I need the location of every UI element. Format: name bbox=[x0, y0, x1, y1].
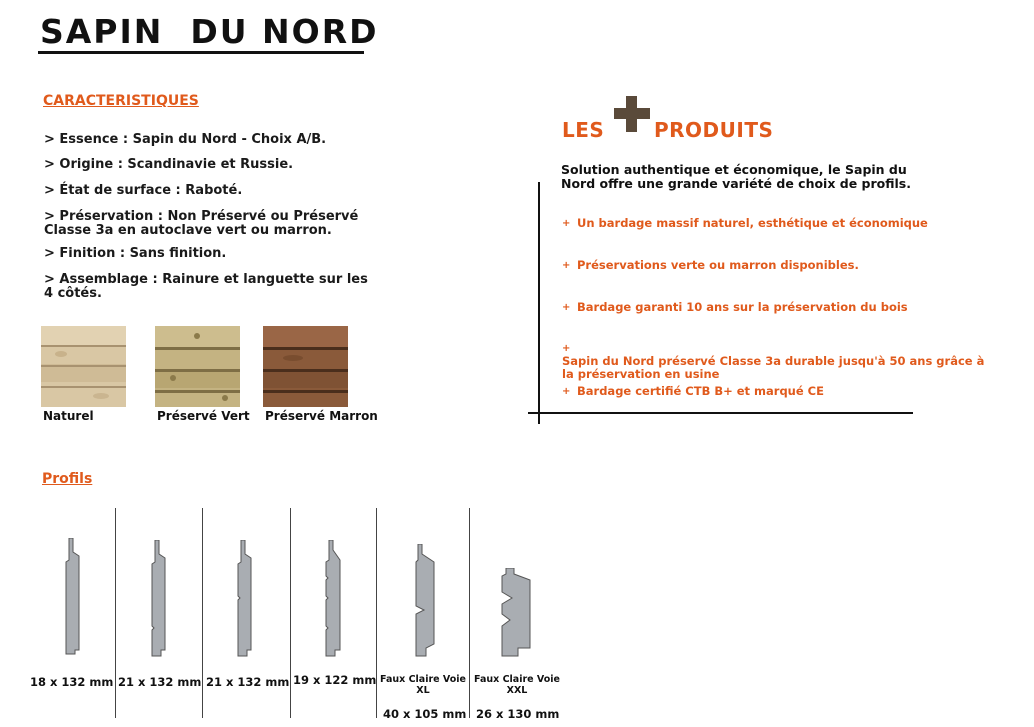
profile-separator bbox=[202, 508, 203, 718]
profile-name-6: Faux Claire Voie XXL bbox=[474, 674, 560, 696]
plus-bullet-icon: + bbox=[562, 260, 571, 271]
profile-dimension-2: 21 x 132 mm bbox=[118, 675, 202, 689]
profile-drawing-4 bbox=[320, 540, 346, 662]
plus-bullet-icon: + bbox=[562, 386, 571, 397]
feature-essence: > Essence : Sapin du Nord - Choix A/B. bbox=[44, 132, 327, 147]
advantage-item: + Préservations verte ou marron disponibles. bbox=[562, 258, 859, 272]
profile-dimension-3: 21 x 132 mm bbox=[206, 675, 290, 689]
advantage-item: + Un bardage massif naturel, esthétique et économique bbox=[562, 216, 928, 230]
title-underline bbox=[38, 51, 364, 54]
profile-name-5: Faux Claire Voie XL bbox=[380, 674, 466, 696]
products-heading-produits: PRODUITS bbox=[654, 118, 774, 142]
profile-dimension-5: 40 x 105 mm bbox=[383, 707, 467, 721]
profile-dimension-4: 19 x 122 mm bbox=[293, 673, 377, 687]
feature-surface: > État de surface : Raboté. bbox=[44, 183, 243, 198]
characteristics-heading: CARACTERISTIQUES bbox=[43, 93, 199, 109]
plus-bullet-icon: + bbox=[562, 302, 571, 313]
feature-preservation: > Préservation : Non Préservé ou Préservé Classe 3a en autoclave vert ou marron. bbox=[44, 209, 359, 238]
products-vertical-rule bbox=[538, 182, 540, 424]
advantage-item: + Bardage garanti 10 ans sur la préservation du bois bbox=[562, 300, 908, 314]
profiles-heading: Profils bbox=[42, 471, 93, 487]
swatch-label-preserve-marron: Préservé Marron bbox=[265, 409, 378, 423]
profile-dimension-1: 18 x 132 mm bbox=[30, 675, 114, 689]
advantage-item: + Bardage certifié CTB B+ et marqué CE bbox=[562, 384, 824, 398]
feature-origine: > Origine : Scandinavie et Russie. bbox=[44, 157, 294, 172]
feature-assemblage: > Assemblage : Rainure et languette sur les 4 côtés. bbox=[44, 272, 368, 301]
plus-bullet-icon: + bbox=[562, 218, 571, 229]
products-heading-les: LES bbox=[562, 118, 605, 142]
profile-drawing-1 bbox=[62, 538, 84, 660]
profile-drawing-5 bbox=[408, 544, 440, 660]
profile-drawing-6 bbox=[496, 568, 538, 658]
profile-drawing-3 bbox=[234, 540, 256, 662]
page-title: SAPIN DU NORD bbox=[40, 12, 379, 51]
products-horizontal-rule bbox=[528, 412, 913, 414]
products-intro: Solution authentique et économique, le Sapin du Nord offre une grande variété de choix de profils. bbox=[561, 162, 911, 191]
feature-finition: > Finition : Sans finition. bbox=[44, 246, 227, 261]
plus-icon bbox=[612, 94, 652, 134]
swatch-label-naturel: Naturel bbox=[43, 409, 94, 423]
profile-dimension-6: 26 x 130 mm bbox=[476, 707, 560, 721]
profile-separator bbox=[290, 508, 291, 718]
profile-drawing-2 bbox=[148, 540, 170, 662]
swatch-preserve-vert bbox=[155, 326, 240, 407]
profile-separator bbox=[115, 508, 116, 718]
swatch-preserve-marron bbox=[263, 326, 348, 407]
advantage-item: +Sapin du Nord préservé Classe 3a durable jusqu'à 50 ans grâce à la préservation en usine bbox=[562, 343, 985, 381]
swatch-label-preserve-vert: Préservé Vert bbox=[157, 409, 250, 423]
swatch-naturel bbox=[41, 326, 126, 407]
plus-bullet-icon: + bbox=[562, 343, 571, 354]
